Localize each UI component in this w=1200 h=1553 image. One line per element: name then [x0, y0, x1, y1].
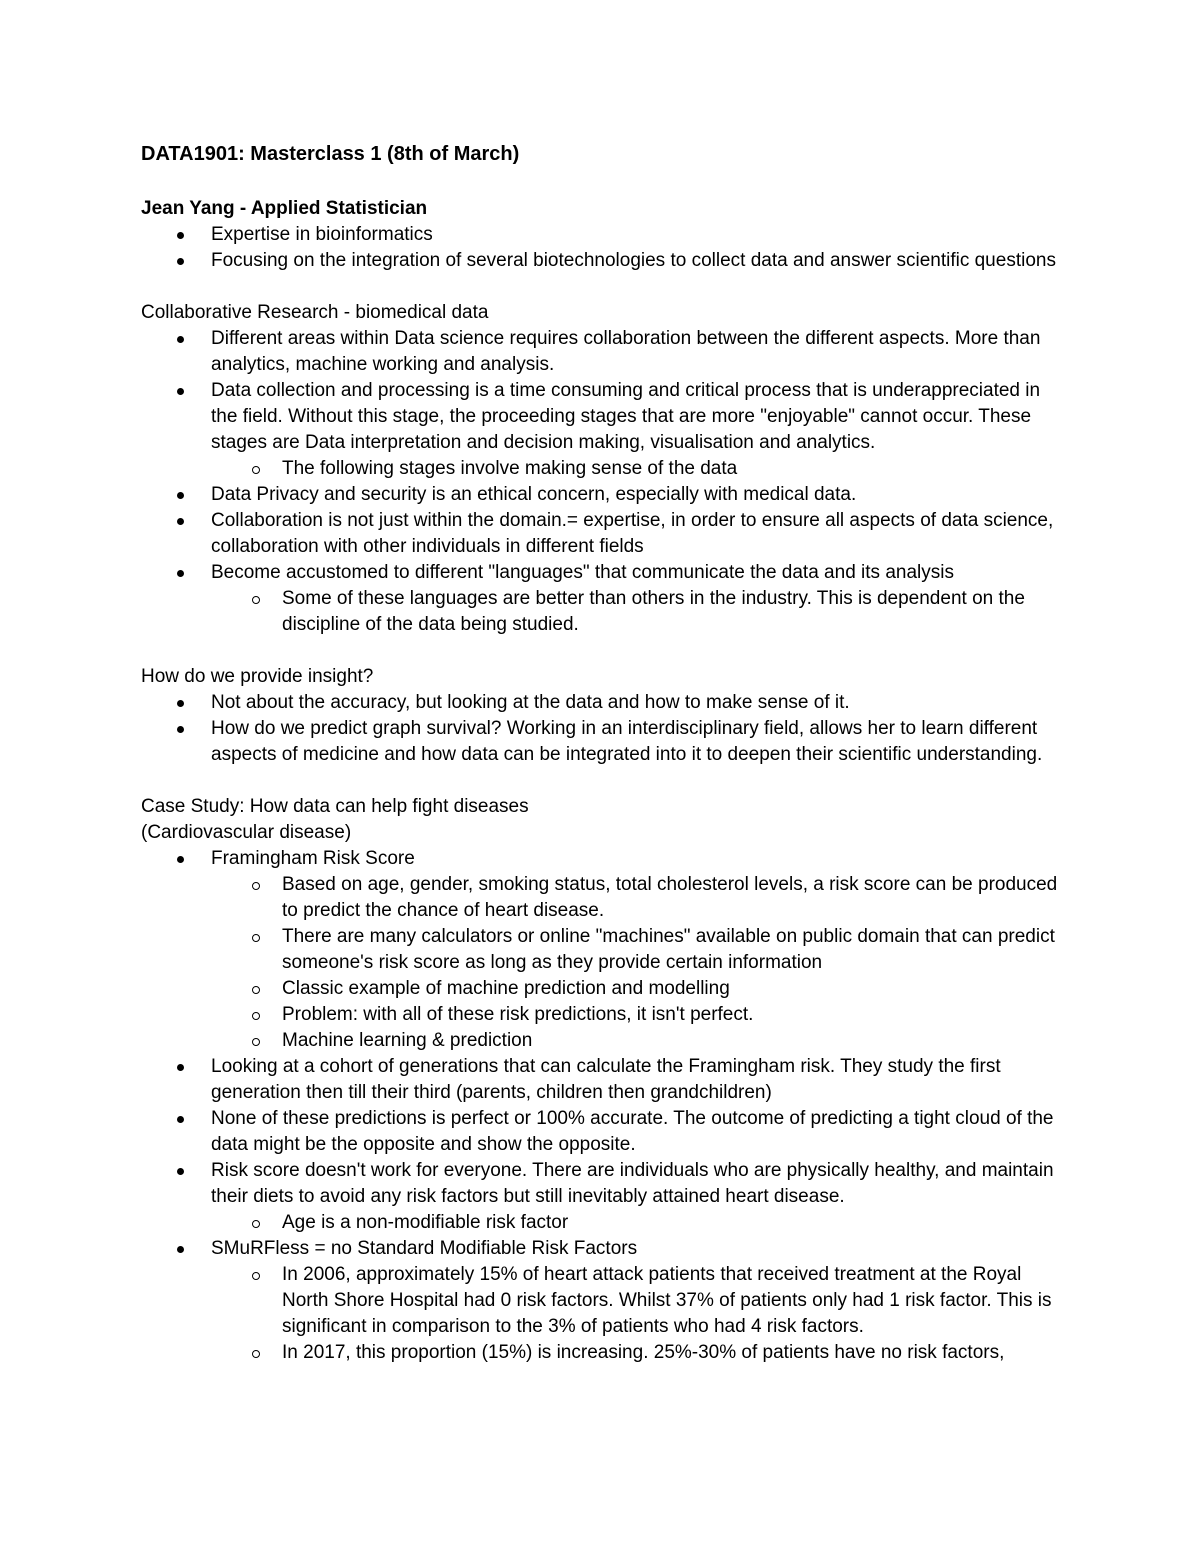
- list-item: [141, 1236, 1071, 1366]
- list-item-text: Data collection and processing is a time consuming and critical process that is underappreciated in the field. Without this stage, the proceeding stages that are more "enjoyable" cannot occur. These stages are Data interpretation and decision making, visualisation and analytics.: [211, 380, 1041, 453]
- page-title: DATA1901: Masterclass 1 (8th of March): [141, 143, 520, 165]
- list-item-text: Different areas within Data science requires collaboration between the different aspects. More than analytics, machine working and analysis.: [211, 328, 1041, 375]
- document-body: [141, 196, 1071, 1366]
- sub-list-item: Some of these languages are better than others in the industry. This is dependent on the discipline of the data being studied.: [141, 586, 1071, 638]
- list-item-text: Framingham Risk Score: [211, 848, 415, 869]
- sub-list-item: In 2006, approximately 15% of heart attack patients that received treatment at the Royal North Shore Hospital had 0 risk factors. Whilst 37% of patients only had 1 risk factor. This is significant in comparison to the 3% of patients who had 4 risk factors.: [141, 1262, 1071, 1340]
- list-item: [141, 560, 1071, 638]
- sub-list-item: Based on age, gender, smoking status, total cholesterol levels, a risk score can be produced to predict the chance of heart disease.: [141, 872, 1071, 924]
- sub-list: [141, 1262, 1071, 1366]
- list-item: [141, 482, 1071, 508]
- list-item-text: Looking at a cohort of generations that can calculate the Framingham risk. They study the first generation then till their third (parents, children then grandchildren): [211, 1056, 1001, 1103]
- list-item: Focusing on the integration of several biotechnologies to collect data and answer scientific questions: [141, 248, 1071, 274]
- list-item: [141, 508, 1071, 560]
- sub-list: [141, 586, 1071, 638]
- list-item: [141, 846, 1071, 1054]
- list-item: How do we predict graph survival? Working in an interdisciplinary field, allows her to learn different aspects of medicine and how data can be integrated into it to deepen their scientific understanding.: [141, 716, 1071, 768]
- sub-list-item: Classic example of machine prediction and modelling: [141, 976, 1071, 1002]
- section-heading-insight: How do we provide insight?: [141, 666, 374, 687]
- list-item: Not about the accuracy, but looking at the data and how to make sense of it.: [141, 690, 1071, 716]
- list-item-text: Collaboration is not just within the domain.= expertise, in order to ensure all aspects of data science, collaboration with other individuals in different fields: [211, 510, 1054, 557]
- list-item-text: Data Privacy and security is an ethical concern, especially with medical data.: [211, 484, 857, 505]
- speaker-list: [141, 222, 1071, 274]
- section-heading-collaborative-research: Collaborative Research - biomedical data: [141, 302, 489, 323]
- list-item-text: SMuRFless = no Standard Modifiable Risk Factors: [211, 1238, 638, 1259]
- sub-list: [141, 872, 1071, 1054]
- section-heading-speaker: Jean Yang - Applied Statistician: [141, 198, 428, 219]
- sub-list-item: In 2017, this proportion (15%) is increasing. 25%-30% of patients have no risk factors,: [141, 1340, 1071, 1366]
- sub-list-item: Age is a non-modifiable risk factor: [141, 1210, 1071, 1236]
- case-study-list: [141, 846, 1071, 1366]
- list-item: [141, 326, 1071, 378]
- insight-list: [141, 690, 1071, 768]
- sub-list-item: There are many calculators or online "machines" available on public domain that can predict someone's risk score as long as they provide certain information: [141, 924, 1071, 976]
- list-item: [141, 378, 1071, 482]
- sub-list: [141, 456, 1071, 482]
- sub-list-item: Machine learning & prediction: [141, 1028, 1071, 1054]
- list-item-text: None of these predictions is perfect or 100% accurate. The outcome of predicting a tight cloud of the data might be the opposite and show the opposite.: [211, 1108, 1054, 1155]
- collaborative-research-list: [141, 326, 1071, 638]
- list-item-text: Become accustomed to different "languages" that communicate the data and its analysis: [211, 562, 954, 583]
- list-item: [141, 1054, 1071, 1106]
- section-subheading-case-study: (Cardiovascular disease): [141, 822, 352, 843]
- sub-list-item: Problem: with all of these risk predictions, it isn't perfect.: [141, 1002, 1071, 1028]
- list-item: Expertise in bioinformatics: [141, 222, 1071, 248]
- sub-list: [141, 1210, 1071, 1236]
- section-heading-case-study: Case Study: How data can help fight diseases: [141, 796, 529, 817]
- list-item: [141, 1106, 1071, 1158]
- list-item: [141, 1158, 1071, 1236]
- list-item-text: Risk score doesn't work for everyone. There are individuals who are physically healthy, and maintain their diets to avoid any risk factors but still inevitably attained heart disease.: [211, 1160, 1054, 1207]
- sub-list-item: The following stages involve making sense of the data: [141, 456, 1071, 482]
